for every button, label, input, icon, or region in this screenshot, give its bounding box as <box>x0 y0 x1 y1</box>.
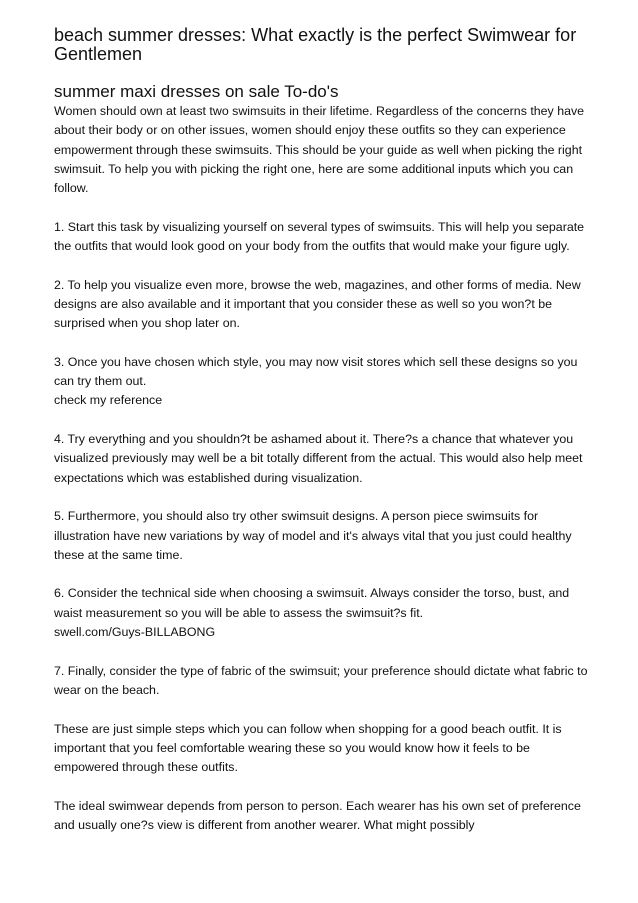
document-page <box>54 26 594 835</box>
step-5-paragraph: 5. Furthermore, you should also try other swimsuit designs. A person piece swimsuits for illustration have new variations by way of model and it's always vital that you just could healthy these at the same time. <box>54 509 572 562</box>
document-title: beach summer dresses: What exactly is the perfect Swimwear for Gentlemen <box>54 25 577 64</box>
intro-paragraph: Women should own at least two swimsuits in their lifetime. Regardless of the concerns they have about their body or on other issues, women should enjoy these outfits so they can experience empowerment through these swimsuits. This should be your guide as well when picking the right swimsuit. To help you with picking the right one, here are some additional inputs which you can follow. <box>54 104 585 196</box>
billabong-link[interactable]: swell.com/Guys-BILLABONG <box>54 625 216 640</box>
step-2-paragraph: 2. To help you visualize even more, browse the web, magazines, and other forms of media. New designs are also available and it important that you consider these as well so you won?t be surprised when you shop later on. <box>54 277 581 331</box>
step-6-paragraph: 6. Consider the technical side when choosing a swimsuit. Always consider the torso, bust, and waist measurement so you will be able to assess the swimsuit?s fit. <box>54 586 570 620</box>
reference-link[interactable]: check my reference <box>54 393 163 408</box>
summary-paragraph: These are just simple steps which you can follow when shopping for a good beach outfit. It is important that you feel comfortable wearing these so you would know how it feels to be empowered through these outfits. <box>54 721 562 775</box>
document-subtitle: summer maxi dresses on sale To-do's <box>54 82 339 101</box>
step-7-paragraph: 7. Finally, consider the type of fabric of the swimsuit; your preference should dictate what fabric to wear on the beach. <box>54 663 588 697</box>
closing-paragraph: The ideal swimwear depends from person to person. Each wearer has his own set of preference and usually one?s view is different from another wearer. What might possibly <box>54 798 581 832</box>
step-1-paragraph: 1. Start this task by visualizing yourself on several types of swimsuits. This will help you separate the outfits that would look good on your body from the outfits that would make your figure ugly. <box>54 219 585 254</box>
step-4-paragraph: 4. Try everything and you shouldn?t be ashamed about it. There?s a chance that whatever you visualized previously may well be a bit totally different from the actual. This would also help meet expectations which was established during visualization. <box>54 432 583 485</box>
step-3-paragraph: 3. Once you have chosen which style, you may now visit stores which sell these designs so you can try them out. <box>54 354 578 389</box>
